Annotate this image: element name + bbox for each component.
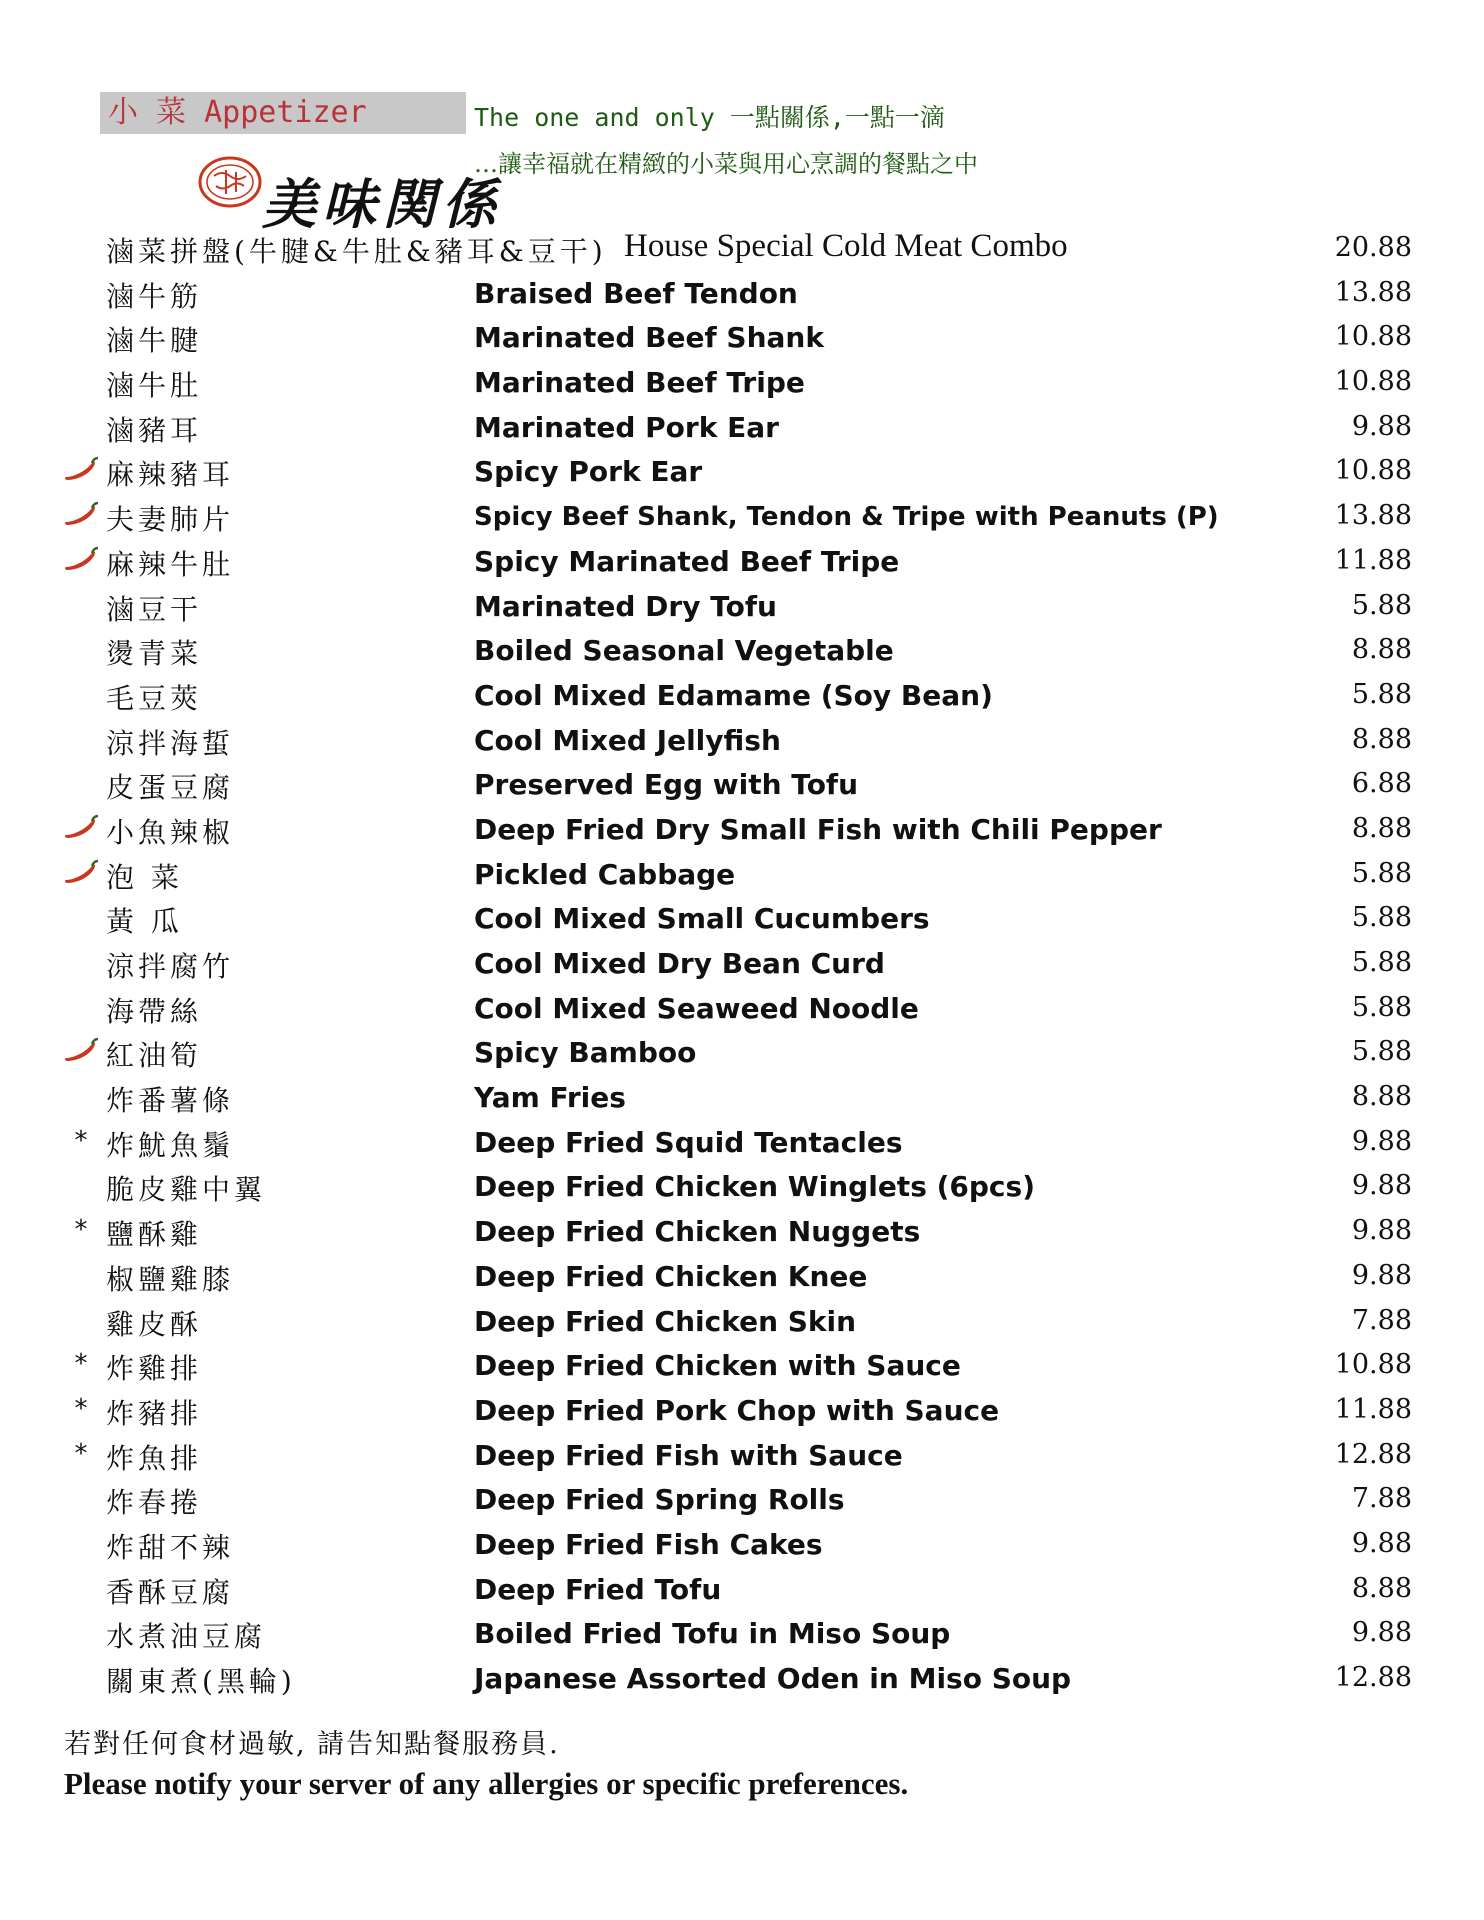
- asterisk-marker: *: [74, 1125, 88, 1156]
- item-price: 9.88: [1351, 1527, 1412, 1559]
- item-name-chinese: 涼拌海蜇: [106, 726, 235, 760]
- asterisk-marker: *: [74, 1215, 88, 1246]
- menu-item-row: [0, 764, 1484, 809]
- item-name-chinese: 涼拌腐竹: [106, 950, 235, 983]
- item-price: 5.88: [1351, 991, 1412, 1023]
- item-name-chinese: 滷豆干: [106, 592, 203, 626]
- item-name-english: Deep Fried Chicken with Sauce: [474, 1349, 961, 1383]
- item-name-english: Deep Fried Chicken Skin: [474, 1304, 857, 1338]
- item-price: 9.88: [1351, 1125, 1412, 1157]
- item-name-english: Cool Mixed Dry Bean Curd: [474, 947, 885, 980]
- item-name-chinese: 脆皮雞中翼: [106, 1173, 267, 1207]
- row-marker-empty: [62, 411, 100, 445]
- item-name-chinese: 炸豬排: [106, 1396, 203, 1430]
- row-marker-empty: [62, 1305, 100, 1339]
- row-marker-empty: [62, 947, 100, 981]
- item-name-chinese: 滷豬耳: [106, 413, 203, 447]
- item-name-english: Deep Fried Squid Tentacles: [474, 1125, 903, 1159]
- row-marker-empty: [62, 277, 100, 311]
- item-price: 5.88: [1351, 1036, 1412, 1068]
- item-name-chinese: 香酥豆腐: [106, 1575, 235, 1609]
- item-name-chinese: 水煮油豆腐: [106, 1620, 267, 1654]
- item-name-english: Deep Fried Chicken Knee: [474, 1259, 868, 1293]
- item-name-english: Spicy Marinated Beef Tripe: [474, 544, 900, 578]
- item-price: 8.88: [1351, 723, 1412, 755]
- item-name-chinese: 小魚辣椒: [106, 815, 235, 849]
- item-name-chinese: 紅油筍: [106, 1039, 203, 1073]
- item-name-chinese: 麻辣牛肚: [106, 547, 235, 581]
- menu-item-row: [0, 586, 1484, 631]
- chili-pepper-icon: [62, 858, 100, 892]
- item-name-chinese: 炸甜不辣: [106, 1530, 235, 1564]
- menu-item-row: [0, 809, 1484, 854]
- item-name-english: Deep Fried Fish Cakes: [474, 1527, 823, 1561]
- item-name-english: Yam Fries: [474, 1081, 626, 1115]
- item-name-english: Pickled Cabbage: [474, 857, 736, 891]
- row-marker-empty: [62, 232, 100, 266]
- item-name-chinese: 毛豆莢: [106, 681, 203, 715]
- item-name-chinese: 滷牛腱: [106, 324, 203, 358]
- tagline: The one and only 一點關係,一點一滴: [474, 103, 945, 132]
- menu-item-row: [0, 1345, 1484, 1390]
- allergy-notice-chinese: 若對任何食材過敏, 請告知點餐服務員.: [64, 1729, 560, 1760]
- item-name-chinese: 夫妻肺片: [106, 503, 235, 537]
- item-price: 9.88: [1351, 1170, 1412, 1202]
- item-name-english: Cool Mixed Small Cucumbers: [474, 902, 930, 936]
- item-name-english: Deep Fried Chicken Winglets (6pcs): [474, 1170, 1035, 1204]
- item-name-english: Cool Mixed Seaweed Noodle: [474, 991, 919, 1025]
- item-name-english: Spicy Bamboo: [474, 1036, 697, 1070]
- menu-item-row: [0, 1658, 1484, 1703]
- item-name-english: Cool Mixed Edamame (Soy Bean): [474, 678, 993, 712]
- item-name-english: Deep Fried Pork Chop with Sauce: [474, 1393, 1000, 1427]
- asterisk-marker: *: [74, 1393, 88, 1424]
- item-name-chinese: 滷牛肚: [106, 369, 203, 403]
- chili-pepper-icon: [62, 1036, 100, 1070]
- item-price: 8.88: [1351, 812, 1412, 844]
- item-price: 6.88: [1351, 768, 1412, 800]
- item-price: 9.88: [1351, 1259, 1412, 1291]
- item-name-english: Spicy Beef Shank, Tendon & Tripe with Peanuts (P): [474, 502, 1219, 533]
- menu-item-row: [0, 1390, 1484, 1435]
- item-price: 10.88: [1334, 366, 1412, 398]
- item-price: 9.88: [1351, 1617, 1412, 1649]
- menu-item-row: [0, 943, 1484, 988]
- item-name-english: Marinated Beef Tripe: [474, 366, 805, 400]
- item-price: 7.88: [1351, 1304, 1412, 1336]
- item-name-chinese: 燙青菜: [106, 637, 203, 671]
- row-marker-empty: [62, 902, 100, 936]
- item-price: 13.88: [1334, 500, 1412, 532]
- item-name-english: Cool Mixed Jellyfish: [474, 723, 781, 757]
- menu-item-row: [0, 496, 1484, 541]
- row-marker-empty: [62, 1260, 100, 1294]
- menu-item-row: [0, 1301, 1484, 1346]
- item-price: 8.88: [1351, 1572, 1412, 1604]
- item-price: 5.88: [1351, 589, 1412, 621]
- row-marker-empty: [62, 679, 100, 713]
- item-price: 10.88: [1334, 455, 1412, 487]
- item-name-chinese: 炸春捲: [106, 1486, 203, 1520]
- menu-item-row: [0, 1479, 1484, 1524]
- item-name-english: Deep Fried Tofu: [474, 1572, 722, 1606]
- item-price: 8.88: [1351, 1081, 1412, 1113]
- item-name-chinese: 炸魷魚鬚: [106, 1128, 235, 1162]
- menu-item-row: [0, 1524, 1484, 1569]
- allergy-notice-english: Please notify your server of any allergies or specific preferences.: [64, 1766, 909, 1801]
- item-name-chinese: 泡 菜: [106, 860, 183, 894]
- item-name-chinese: 皮蛋豆腐: [106, 771, 235, 805]
- item-name-chinese: 炸魚排: [106, 1441, 203, 1475]
- item-name-english: Deep Fried Dry Small Fish with Chili Pepper: [474, 812, 1162, 846]
- item-name-english: Japanese Assorted Oden in Miso Soup: [474, 1662, 1072, 1695]
- item-name-chinese: 黃 瓜: [106, 905, 183, 939]
- section-title: 小 菜 Appetizer: [100, 92, 466, 134]
- asterisk-marker: *: [74, 1349, 88, 1380]
- item-name-english: Spicy Pork Ear: [474, 455, 703, 489]
- item-name-chinese: 雞皮酥: [106, 1307, 203, 1341]
- item-price: 11.88: [1334, 544, 1412, 576]
- menu-item-row: [0, 1256, 1484, 1301]
- menu-item-row: [0, 720, 1484, 765]
- row-marker-empty: [62, 321, 100, 355]
- menu-item-row: [0, 898, 1484, 943]
- menu-item-row: [0, 228, 1484, 273]
- item-name-english: Preserved Egg with Tofu: [474, 768, 859, 802]
- chili-pepper-icon: [62, 813, 100, 847]
- menu-item-row: [0, 988, 1484, 1033]
- item-price: 9.88: [1351, 410, 1412, 442]
- item-name-english: Marinated Dry Tofu: [474, 589, 777, 623]
- row-marker-empty: [62, 366, 100, 400]
- item-name-english: Marinated Pork Ear: [474, 410, 779, 444]
- item-name-chinese: 炸雞排: [106, 1352, 203, 1386]
- item-name-english: House Special Cold Meat Combo: [624, 228, 1068, 264]
- menu-item-row: [0, 362, 1484, 407]
- row-marker-empty: [62, 992, 100, 1026]
- item-name-english: Boiled Fried Tofu in Miso Soup: [474, 1617, 951, 1651]
- item-name-english: Braised Beef Tendon: [474, 276, 798, 310]
- menu-item-row: [0, 317, 1484, 362]
- menu-item-row: [0, 1569, 1484, 1614]
- row-marker-empty: [62, 590, 100, 624]
- menu-item-row: [0, 1077, 1484, 1122]
- menu-item-row: [0, 1032, 1484, 1077]
- row-marker-empty: [62, 1573, 100, 1607]
- item-price: 20.88: [1334, 232, 1412, 263]
- menu-item-row: [0, 1435, 1484, 1480]
- item-price: 13.88: [1334, 276, 1412, 308]
- menu-item-row: [0, 1166, 1484, 1211]
- row-marker-empty: [62, 1081, 100, 1115]
- menu-item-row: [0, 407, 1484, 452]
- row-marker-empty: [62, 1483, 100, 1517]
- menu-item-row: [0, 451, 1484, 496]
- item-price: 12.88: [1334, 1662, 1412, 1693]
- chili-pepper-icon: [62, 545, 100, 579]
- appetizer-menu-list: [0, 228, 1484, 1703]
- item-price: 5.88: [1351, 857, 1412, 889]
- item-name-chinese: 椒鹽雞膝: [106, 1262, 235, 1296]
- item-name-english: Deep Fried Spring Rolls: [474, 1483, 845, 1517]
- item-price: 11.88: [1334, 1393, 1412, 1425]
- menu-item-row: [0, 854, 1484, 899]
- row-marker-empty: [62, 1617, 100, 1651]
- chili-pepper-icon: [62, 455, 100, 489]
- item-price: 5.88: [1351, 678, 1412, 710]
- item-name-english: Deep Fried Chicken Nuggets: [474, 1215, 921, 1249]
- item-price: 5.88: [1351, 902, 1412, 934]
- chili-pepper-icon: [62, 500, 100, 534]
- item-name-chinese: 鹽酥雞: [106, 1218, 203, 1252]
- restaurant-logo: 美味関係: [262, 172, 502, 236]
- item-name-english: Marinated Beef Shank: [474, 321, 824, 355]
- row-marker-empty: [62, 768, 100, 802]
- row-marker-empty: [62, 1170, 100, 1204]
- menu-item-row: [0, 273, 1484, 318]
- item-price: 9.88: [1351, 1215, 1412, 1247]
- item-name-chinese: 海帶絲: [106, 994, 203, 1028]
- item-name-english: Boiled Seasonal Vegetable: [474, 634, 894, 668]
- item-price: 8.88: [1351, 634, 1412, 666]
- row-marker-empty: [62, 724, 100, 758]
- item-name-english: Deep Fried Fish with Sauce: [474, 1438, 903, 1472]
- item-price: 7.88: [1351, 1483, 1412, 1515]
- tagline-secondary: …讓幸福就在精緻的小菜與用心烹調的餐點之中: [474, 150, 978, 178]
- menu-item-row: [0, 1613, 1484, 1658]
- row-marker-empty: [62, 634, 100, 668]
- menu-item-row: [0, 630, 1484, 675]
- item-price: 10.88: [1334, 321, 1412, 353]
- item-name-chinese: 麻辣豬耳: [106, 458, 235, 492]
- row-marker-empty: [62, 1662, 100, 1696]
- menu-item-row: [0, 541, 1484, 586]
- row-marker-empty: [62, 1528, 100, 1562]
- item-price: 5.88: [1351, 947, 1412, 978]
- item-name-chinese: 滷牛筋: [106, 279, 203, 313]
- item-name-chinese: 關東煮(黑輪): [106, 1665, 296, 1698]
- item-price: 12.88: [1334, 1438, 1412, 1470]
- menu-item-row: [0, 675, 1484, 720]
- menu-item-row: [0, 1122, 1484, 1167]
- menu-item-row: [0, 1211, 1484, 1256]
- item-name-chinese: 炸番薯條: [106, 1084, 235, 1118]
- item-name-chinese: 滷菜拼盤(牛腱&牛肚&豬耳&豆干): [106, 235, 607, 268]
- asterisk-marker: *: [74, 1438, 88, 1469]
- item-price: 10.88: [1334, 1349, 1412, 1381]
